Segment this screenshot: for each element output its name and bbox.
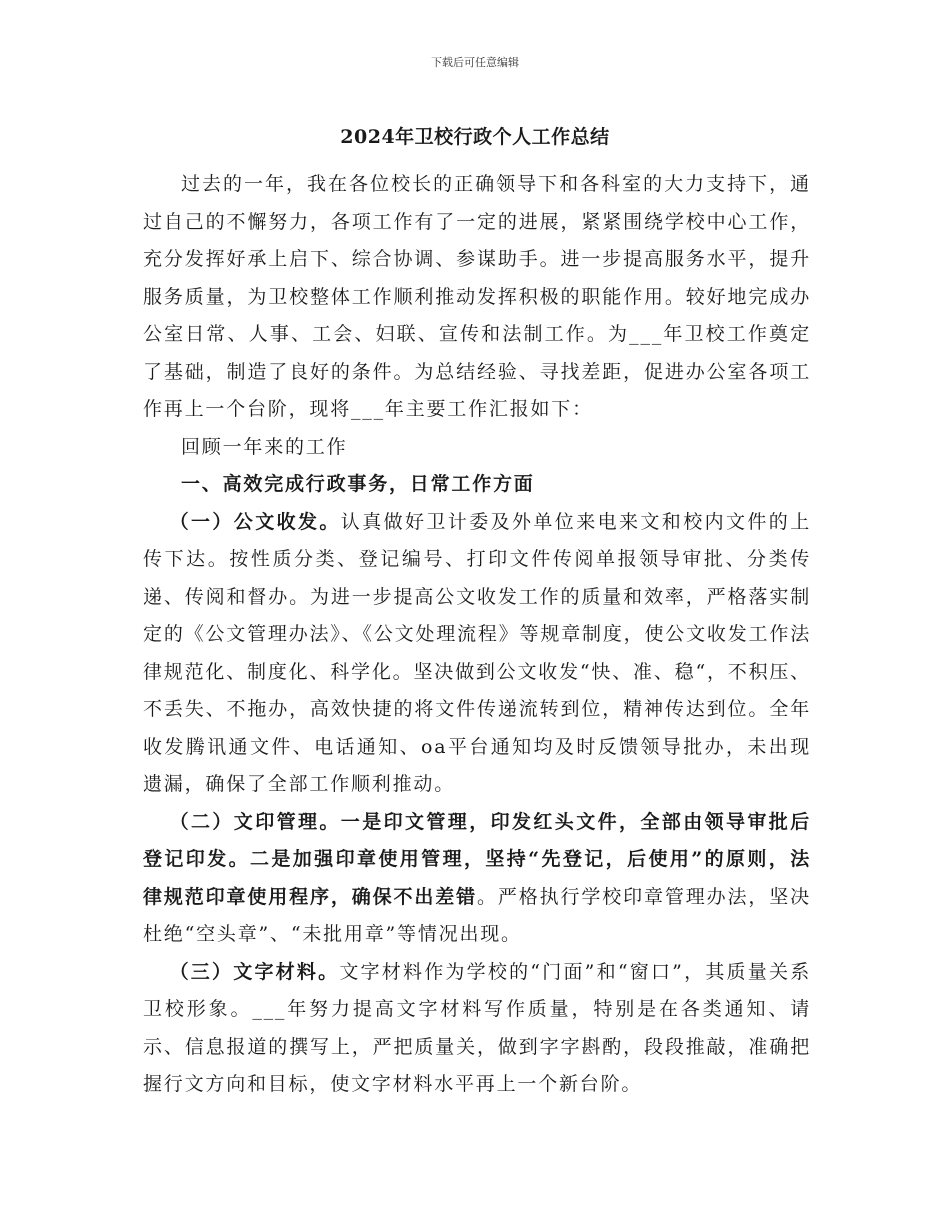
- item-text: 文字材料作为学校的“门面”和“窗口”，其质量关系卫校形象。___年努力提高文字材料写作质量，特别是在各类通知、请示、信息报道的撰写上，严把质量关，做到字字斟酌，段段推敲，准确把握行文方向和目标，使文字材料水平再上一个新台阶。: [143, 960, 811, 1095]
- item-text: 认真做好卫计委及外单位来电来文和校内文件的上传下达。按性质分类、登记编号、打印文件传阅单报领导审批、分类传递、传阅和督办。为进一步提高公文收发工作的质量和效率，严格落实制定的《公文管理办法》、《公文处理流程》等规章制度，使公文收发工作法律规范化、制度化、科学化。坚决做到公文收发“快、准、稳“，不积压、不丢失、不拖办，高效快捷的将文件传递流转到位，精神传达到位。全年收发腾讯通文件、电话通知、oa平台通知均及时反馈领导批办，未出现遗漏，确保了全部工作顺利推动。: [143, 510, 811, 795]
- document-title: 2024年卫校行政个人工作总结: [340, 126, 610, 148]
- item-label: （一）公文收发。: [169, 510, 341, 533]
- section-heading: 一、高效完成行政事务，日常工作方面: [181, 473, 535, 495]
- intro-paragraph: 过去的一年，我在各位校长的正确领导下和各科室的大力支持下，通过自己的不懈努力，各项工作有了一定的进展，紧紧围绕学校中心工作，充分发挥好承上启下、综合协调、参谋助手。进一步提高服务水平，提升服务质量，为卫校整体工作顺利推动发挥积极的职能作用。较好地完成办公室日常、人事、工会、妇联、宣传和法制工作。为___年卫校工作奠定了基础，制造了良好的条件。为总结经验、寻找差距，促进办公室各项工作再上一个台阶，现将___年主要工作汇报如下：: [143, 173, 811, 420]
- review-heading: 回顾一年来的工作: [181, 435, 348, 458]
- item-paragraph-document-handling: [143, 504, 811, 804]
- item-bold-text: 一是印文管理，印发红头文件，全部由领导审批后登记印发。二是加强印章使用管理，坚持“先登记，后使用”的原则，法律规范印章使用程序，确保不出差错: [143, 810, 811, 908]
- header-note: 下载后可任意编辑: [431, 56, 519, 69]
- item-label: （三）文字材料。: [169, 960, 340, 983]
- item-paragraph-written-materials: [143, 954, 811, 1104]
- item-paragraph-printing-management: [143, 804, 811, 954]
- document-body: [143, 166, 811, 1104]
- item-label: （二）文印管理。: [169, 810, 341, 833]
- item-text: 。严格执行学校印章管理办法，坚决杜绝“空头章”、“未批用章”等情况出现。: [143, 885, 811, 945]
